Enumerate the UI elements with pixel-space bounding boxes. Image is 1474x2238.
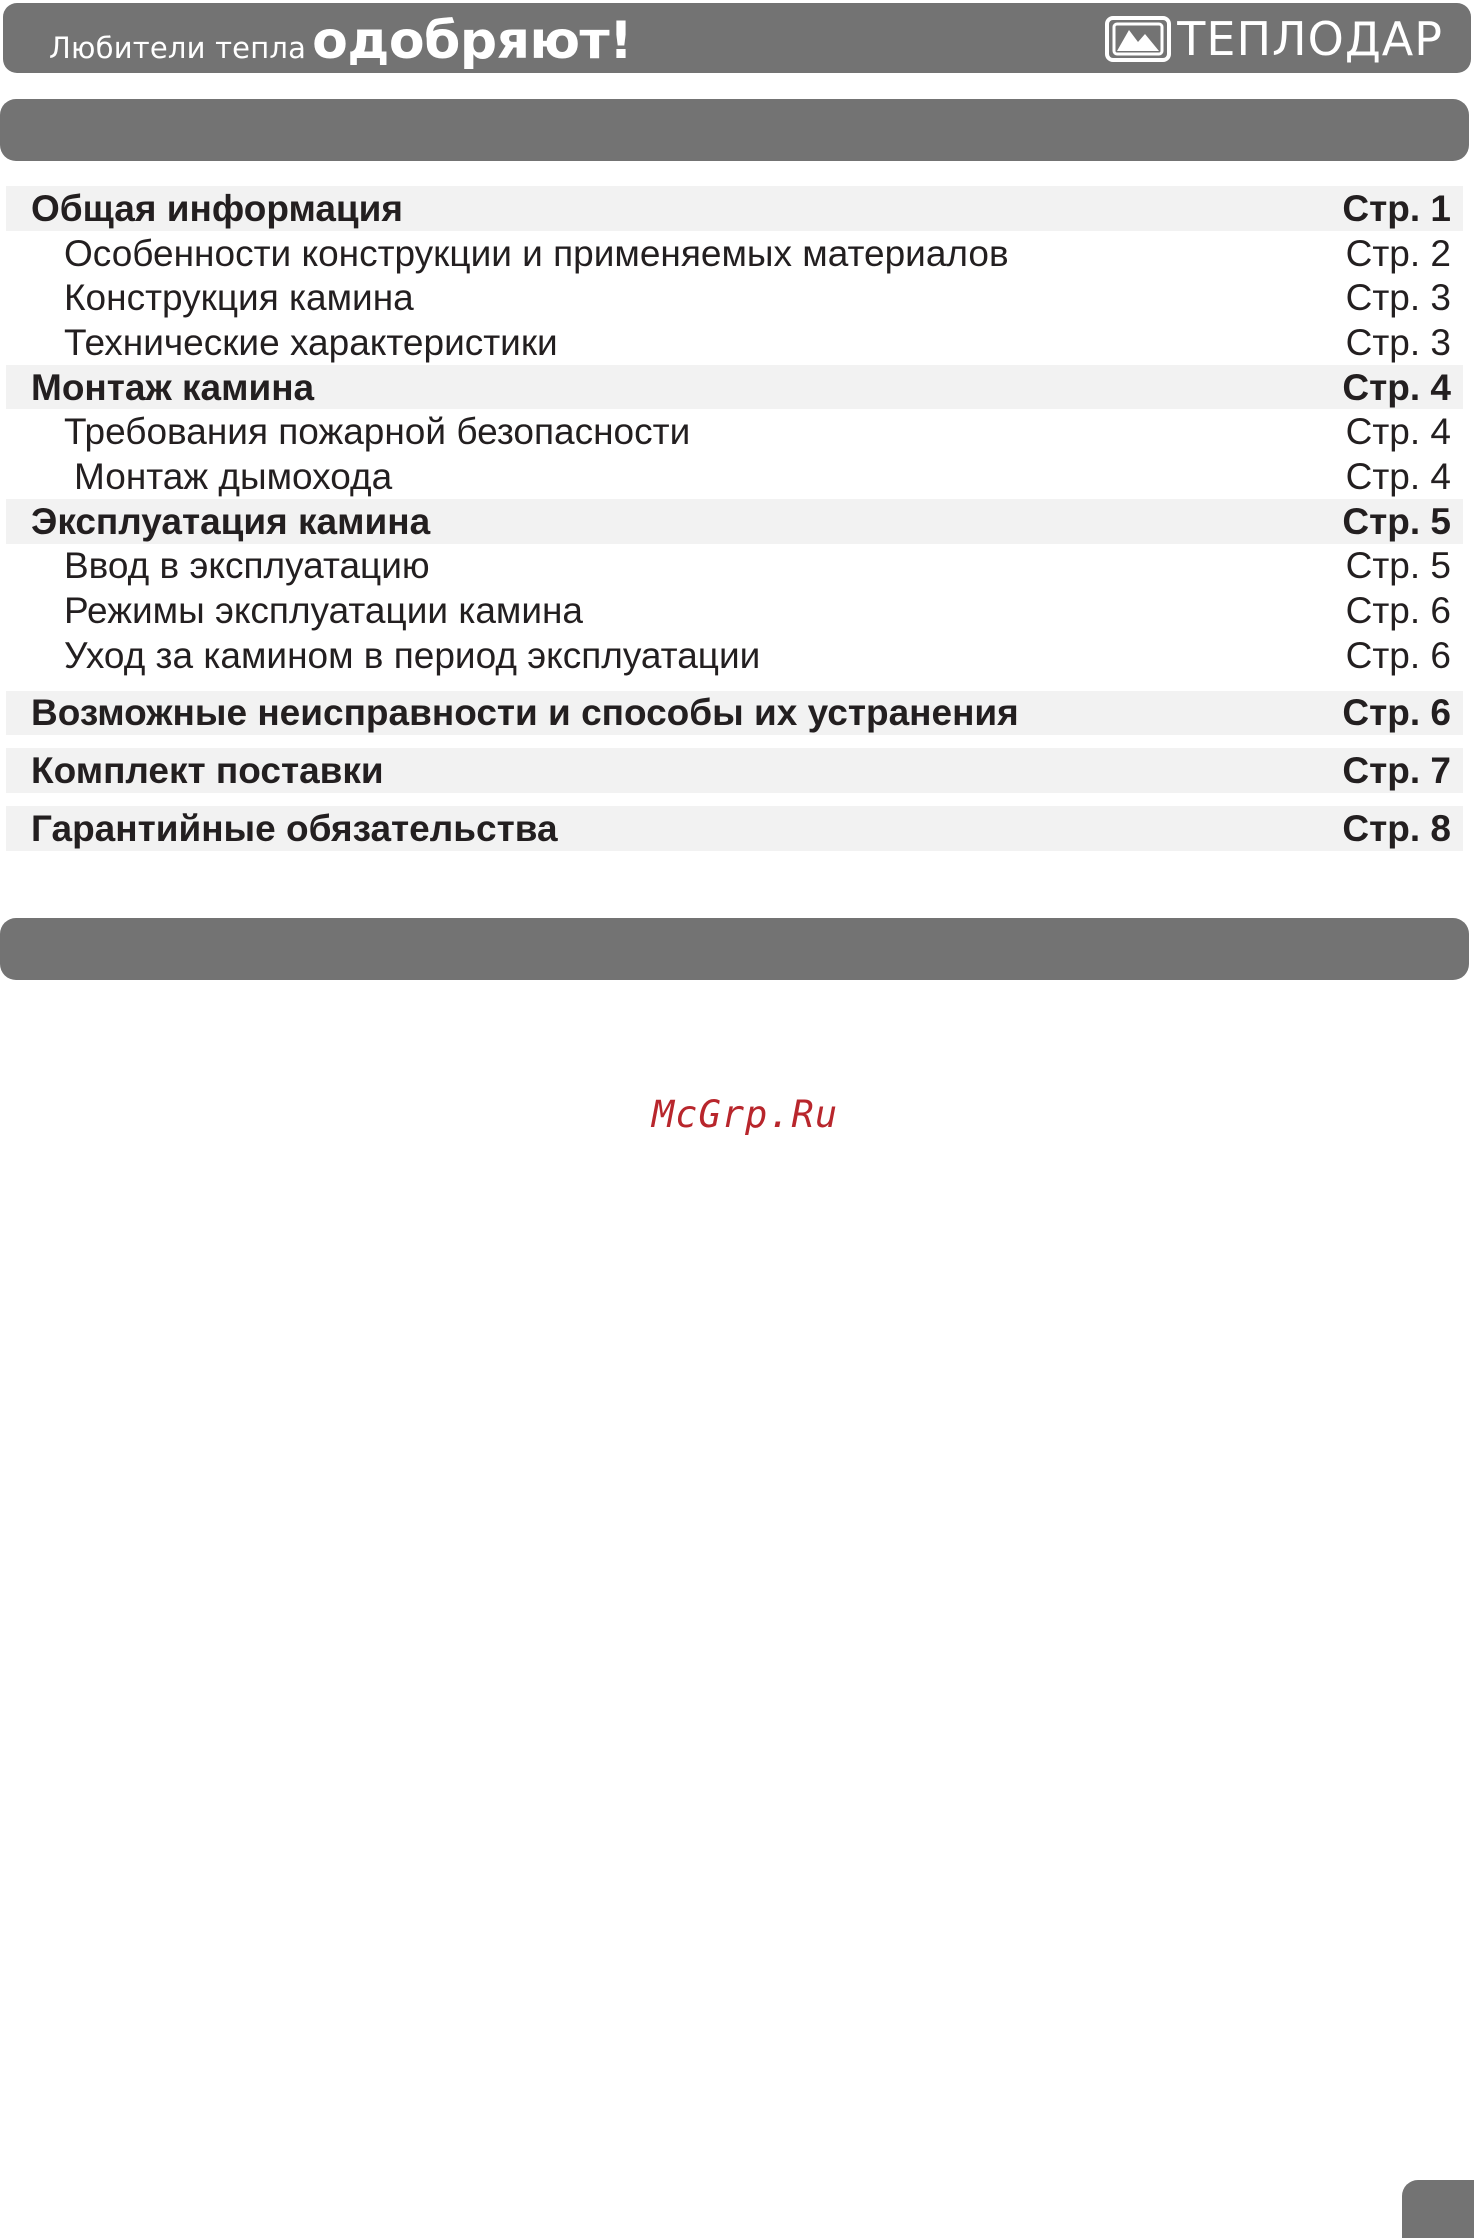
toc-title: Монтаж дымохода	[74, 455, 393, 497]
header-slogan	[49, 3, 632, 73]
toc-row[interactable]	[6, 691, 1463, 736]
toc-title: Особенности конструкции и применяемых материалов	[64, 232, 1009, 274]
toc-page: Стр. 4	[1345, 411, 1451, 453]
toc-title: Эксплуатация камина	[31, 500, 431, 542]
toc-row[interactable]	[6, 186, 1463, 231]
toc-row[interactable]	[6, 588, 1463, 633]
section-bar-bottom	[0, 918, 1469, 980]
toc-row[interactable]	[6, 231, 1463, 276]
slogan-light-text: Любители тепла	[49, 31, 307, 65]
toc-title: Ввод в эксплуатацию	[64, 545, 430, 587]
toc-row[interactable]	[6, 454, 1463, 499]
brand-logo	[1105, 12, 1443, 66]
toc-page: Стр. 4	[1342, 366, 1451, 408]
toc-page: Стр. 4	[1345, 455, 1451, 497]
table-of-contents	[6, 186, 1463, 851]
teplodar-logo-icon	[1105, 16, 1171, 62]
toc-title: Монтаж камина	[31, 366, 315, 408]
toc-row[interactable]	[6, 544, 1463, 589]
toc-title: Общая информация	[31, 187, 403, 229]
toc-page: Стр. 2	[1345, 232, 1451, 274]
toc-title: Режимы эксплуатации камина	[64, 590, 584, 632]
toc-page: Стр. 5	[1345, 545, 1451, 587]
toc-title: Требования пожарной безопасности	[64, 411, 691, 453]
toc-title: Возможные неисправности и способы их устранения	[31, 692, 1019, 734]
section-bar-top	[0, 99, 1469, 161]
toc-title: Комплект поставки	[31, 750, 384, 792]
toc-row[interactable]	[6, 499, 1463, 544]
toc-title: Технические характеристики	[64, 321, 558, 363]
page-number-tab	[1402, 2180, 1474, 2238]
toc-title: Уход за камином в период эксплуатации	[64, 634, 761, 676]
toc-row[interactable]	[6, 633, 1463, 678]
toc-row[interactable]	[6, 748, 1463, 793]
toc-page: Стр. 6	[1345, 634, 1451, 676]
toc-page: Стр. 1	[1342, 187, 1451, 229]
toc-page: Стр. 3	[1345, 321, 1451, 363]
brand-name: ТЕПЛОДАР	[1177, 12, 1443, 66]
toc-page: Стр. 8	[1342, 807, 1451, 849]
toc-page: Стр. 3	[1345, 277, 1451, 319]
toc-row[interactable]	[6, 806, 1463, 851]
toc-title: Гарантийные обязательства	[31, 807, 558, 849]
toc-page: Стр. 5	[1342, 500, 1451, 542]
toc-title: Конструкция камина	[64, 277, 414, 319]
toc-row[interactable]	[6, 409, 1463, 454]
toc-row[interactable]	[6, 320, 1463, 365]
slogan-bold-text: одобряют!	[312, 11, 633, 71]
toc-row[interactable]	[6, 365, 1463, 410]
header-bar	[3, 3, 1471, 73]
toc-page: Стр. 6	[1345, 590, 1451, 632]
toc-page: Стр. 7	[1342, 750, 1451, 792]
toc-row[interactable]	[6, 275, 1463, 320]
watermark-text: McGrp.Ru	[651, 1093, 839, 1136]
toc-page: Стр. 6	[1342, 692, 1451, 734]
